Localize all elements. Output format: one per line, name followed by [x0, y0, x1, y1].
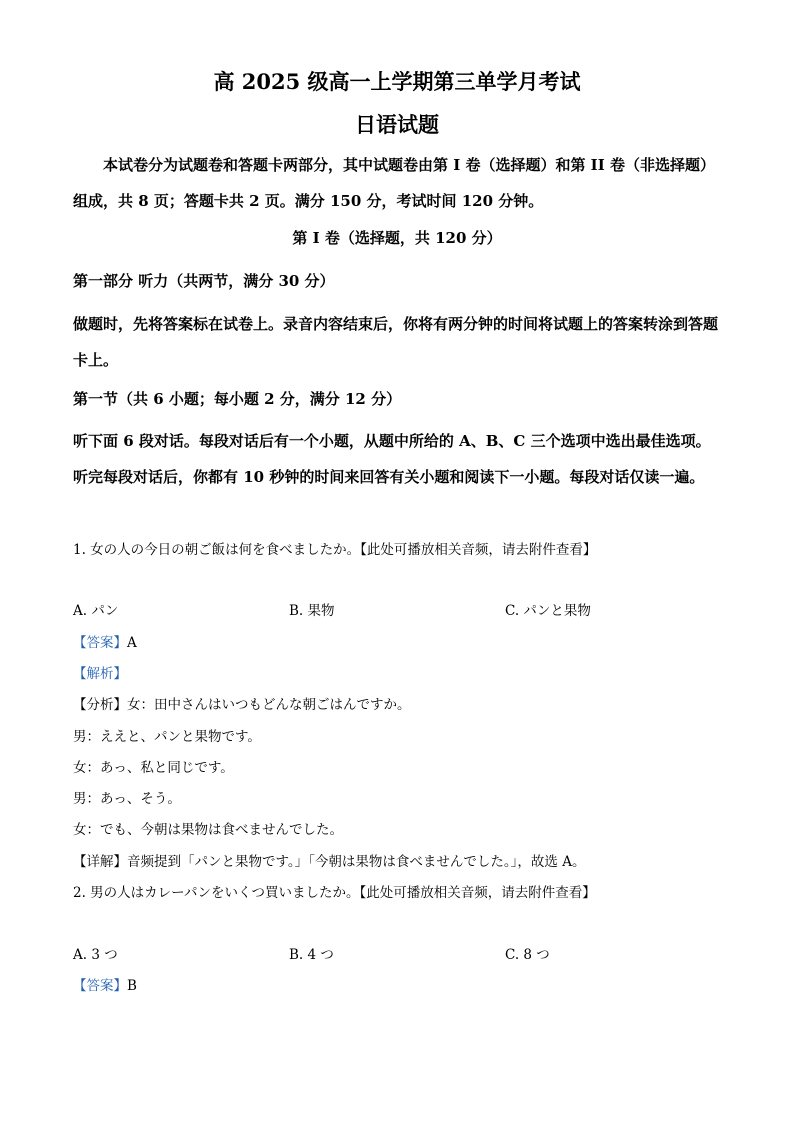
answer-tag: 【答案】 — [73, 635, 127, 651]
fenxi-tag: 【分析】 — [73, 697, 127, 713]
q1-option-a: A. パン — [73, 603, 119, 619]
q1-analysis-tag: 【解析】 — [73, 666, 127, 682]
q2-option-a: A. 3 つ — [73, 947, 118, 963]
answer-value: A — [127, 635, 137, 651]
part1-header: 第一部分 听力（共两节，满分 30 分） — [73, 272, 335, 290]
q1-answer — [73, 633, 733, 653]
answer-tag: 【答案】 — [73, 978, 127, 994]
q2-answer — [73, 976, 733, 996]
exam-subtitle: 日语试题 — [355, 112, 439, 137]
detail-text: 音频提到「パンと果物です。」「今朝は果物は食べませんでした。」，故选 A。 — [127, 854, 586, 870]
section1-header: 第一节（共 6 小题；每小题 2 分，满分 12 分） — [73, 390, 402, 408]
dialogue-line: 女：でも、今朝は果物は食べませんでした。 — [73, 822, 343, 838]
exam-title: 高 2025 级高一上学期第三单学月考试 — [213, 69, 581, 94]
section1-instructions: 听下面 6 段对话。每段对话后有一个小题，从题中所给的 A、B、C 三个选项中选出最佳选项。听完每段对话后，你都有 10 秒钟的时间来回答有关小题和阅读下一小题。每段对话仅读一遍。 — [73, 432, 711, 486]
q1-option-c: C. パンと果物 — [505, 603, 591, 619]
q1-fenxi — [73, 695, 733, 715]
q2-option-c: C. 8 つ — [505, 947, 550, 963]
q1-option-b: B. 果物 — [289, 603, 335, 619]
intro-paragraph: 本试卷分为试题卷和答题卡两部分，其中试题卷由第 I 卷（选择题）和第 II 卷（非选择题）组成，共 8 页；答题卡共 2 页。满分 150 分，考试时间 120 分钟。 — [73, 156, 715, 210]
dialogue-line: 女：田中さんはいつもどんな朝ごはんですか。 — [127, 697, 411, 713]
dialogue-line: 女：あっ、私と同じです。 — [73, 760, 234, 776]
dialogue-line: 男：あっ、そう。 — [73, 791, 181, 807]
q1-detail — [73, 852, 733, 872]
dialogue-line: 男：ええと、パンと果物です。 — [73, 729, 261, 745]
q2-option-b: B. 4 つ — [289, 947, 334, 963]
section-i-heading: 第 I 卷（选择题，共 120 分） — [292, 229, 502, 247]
question-2: 2. 男の人はカレーパンをいくつ買いましたか。【此处可播放相关音频，请去附件查看】 — [73, 885, 596, 901]
answer-value: B — [127, 978, 137, 994]
detail-tag: 【详解】 — [73, 854, 127, 870]
part1-instructions: 做题时，先将答案标在试卷上。录音内容结束后，你将有两分钟的时间将试题上的答案转涂到答题卡上。 — [73, 315, 719, 369]
question-1: 1. 女の人の今日の朝ご飯は何を食べましたか。【此处可播放相关音频，请去附件查看】 — [73, 542, 597, 558]
